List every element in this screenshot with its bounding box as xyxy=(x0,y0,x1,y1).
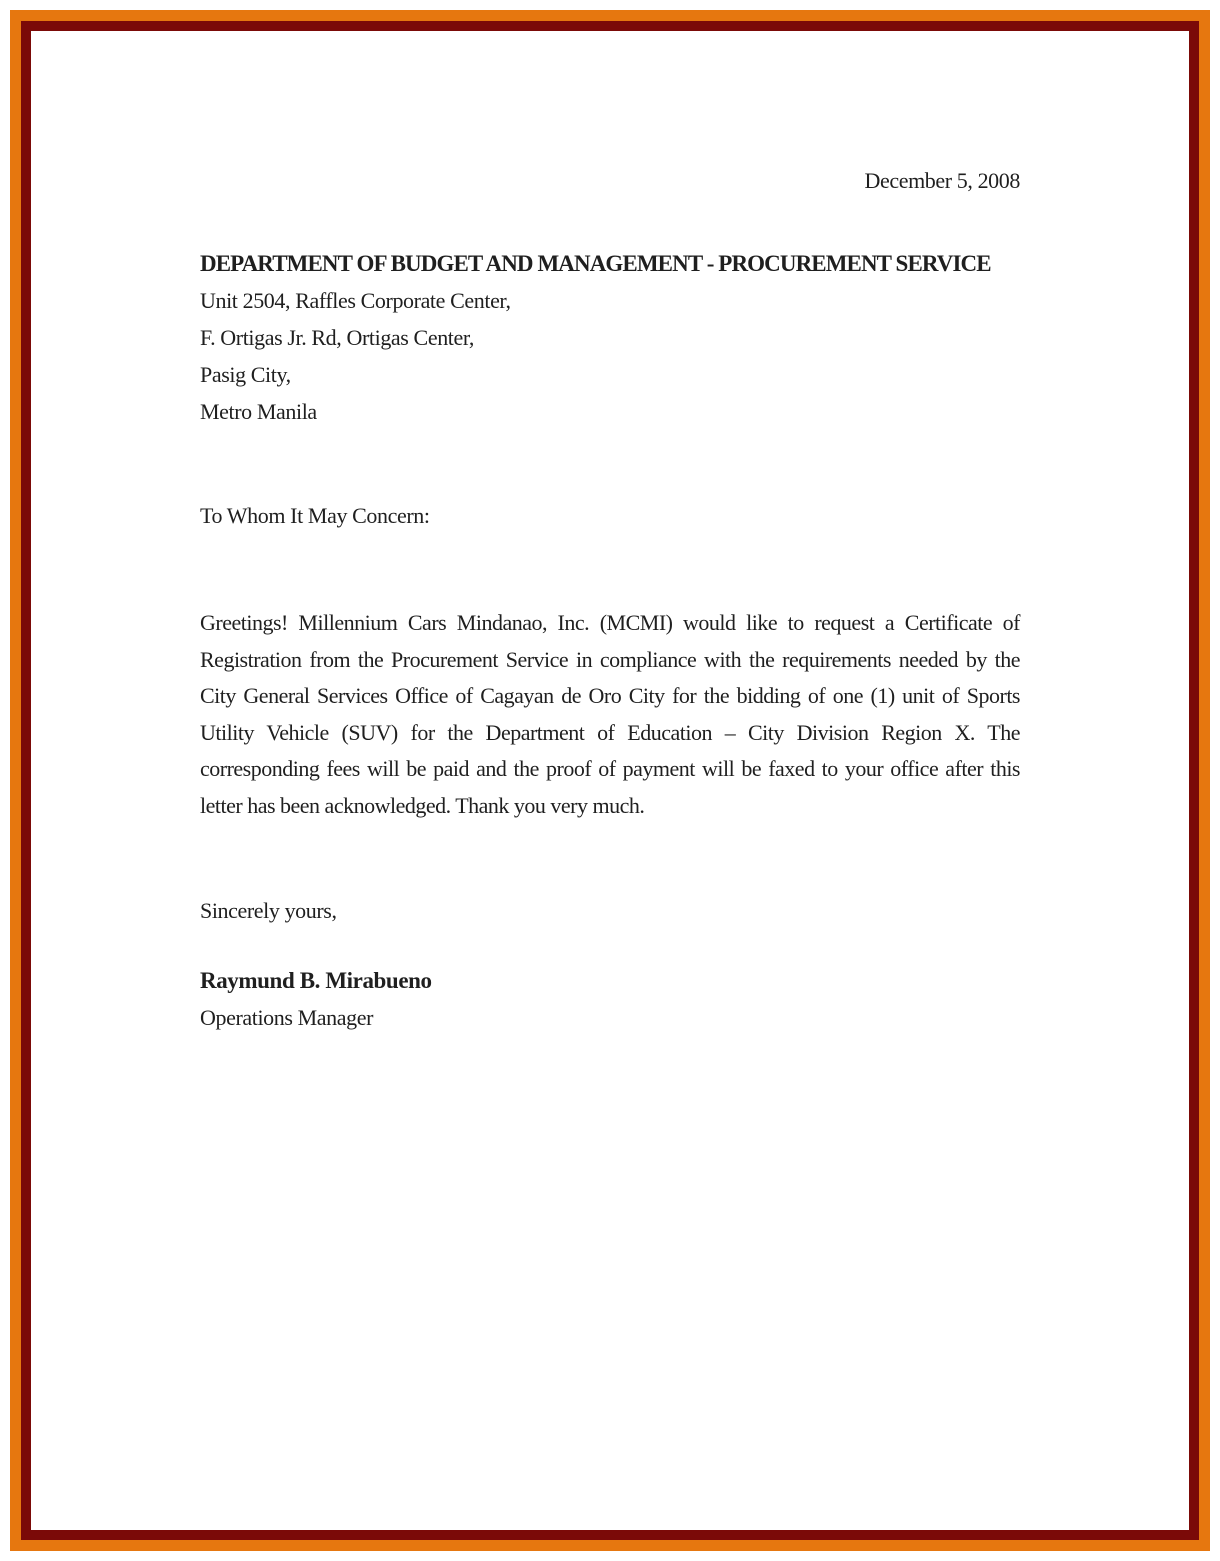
address-line: F. Ortigas Jr. Rd, Ortigas Center, xyxy=(200,325,475,350)
salutation: To Whom It May Concern: xyxy=(200,503,430,528)
address-line: Metro Manila xyxy=(200,399,317,424)
body-paragraph: Greetings! Millennium Cars Mindanao, Inc. (MCMI) would like to request a Certificate of Registration from the Procurement Service in compliance with the requirements needed by the City General Services Office of Cagayan de Oro City for the bidding of one (1) unit of Sports Utility Vehicle (SUV) for the Department of Education – City Division Region X. The corresponding fees will be paid and the proof of payment will be faxed to your office after this letter has been acknowledged. Thank you very much. xyxy=(200,610,1020,818)
page-border-inner xyxy=(21,21,1199,1540)
recipient-block xyxy=(200,245,1020,430)
address-line: Pasig City, xyxy=(200,362,291,387)
signature-title: Operations Manager xyxy=(200,1005,374,1030)
signature-block xyxy=(200,962,432,1036)
page-border-outer xyxy=(10,10,1210,1551)
recipient-name: DEPARTMENT OF BUDGET AND MANAGEMENT - PROCUREMENT SERVICE xyxy=(200,251,991,276)
address-line: Unit 2504, Raffles Corporate Center, xyxy=(200,288,511,313)
date-line: December 5, 2008 xyxy=(864,168,1020,193)
closing: Sincerely yours, xyxy=(200,898,337,923)
letter-content xyxy=(200,0,1020,1561)
signature-name: Raymund B. Mirabueno xyxy=(200,968,432,993)
